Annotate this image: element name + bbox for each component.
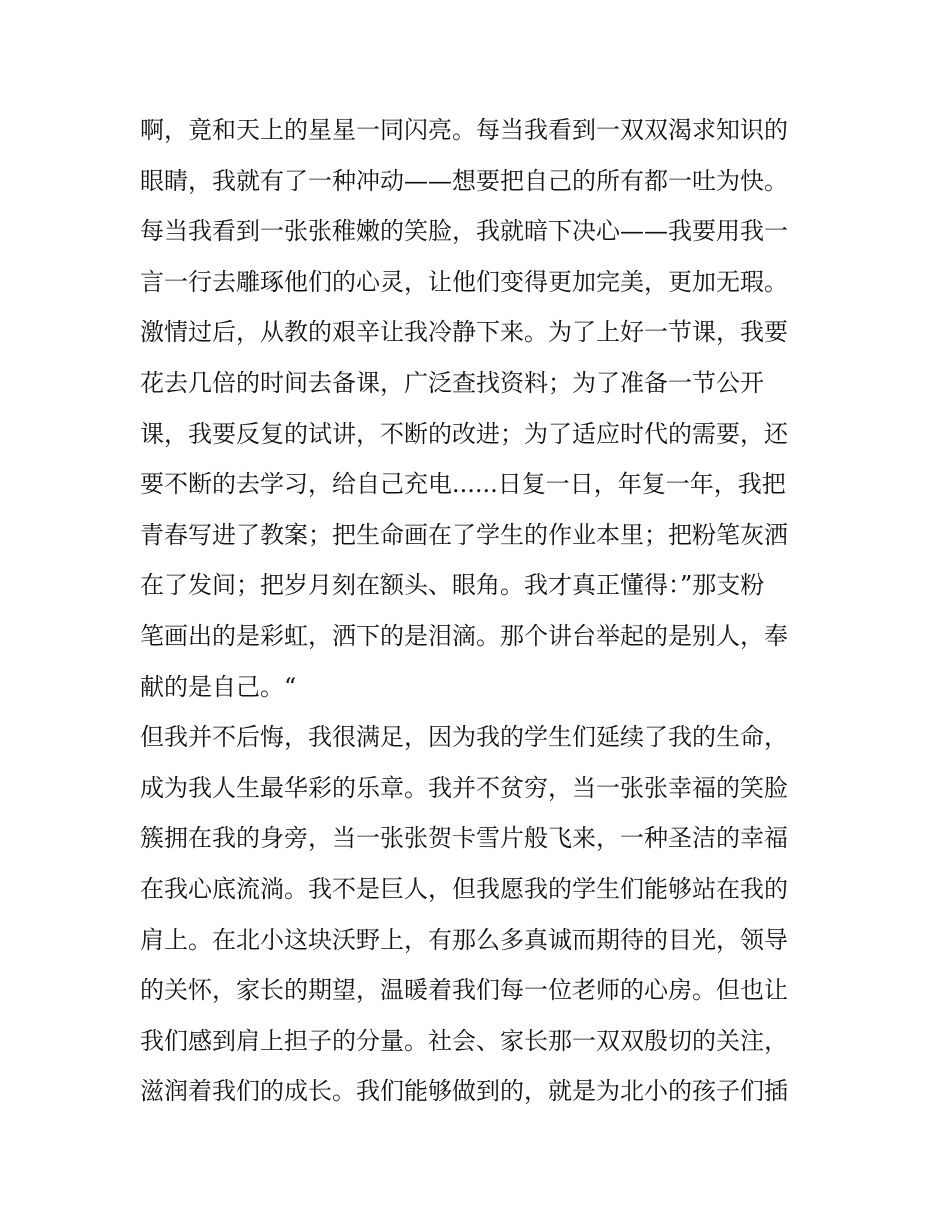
text-line: 但我并不后悔，我很满足，因为我的学生们延续了我的生命， bbox=[140, 723, 788, 752]
text-line: 献的是自己。“ bbox=[140, 672, 297, 701]
text-line: 青春写进了教案；把生命画在了学生的作业本里；把粉笔灰洒 bbox=[140, 520, 788, 549]
text-line: 激情过后，从教的艰辛让我冷静下来。为了上好一节课，我要 bbox=[140, 318, 788, 347]
text-line: 成为我人生最华彩的乐章。我并不贫穷，当一张张幸福的笑脸 bbox=[140, 773, 788, 802]
text-line: 簇拥在我的身旁，当一张张贺卡雪片般飞来，一种圣洁的幸福 bbox=[140, 824, 788, 853]
text-line: 啊，竟和天上的星星一同闪亮。每当我看到一双双渴求知识的 bbox=[140, 116, 788, 144]
text-line: 的关怀，家长的期望，温暖着我们每一位老师的心房。但也让 bbox=[140, 976, 788, 1005]
text-line: 在我心底流淌。我不是巨人，但我愿我的学生们能够站在我的 bbox=[140, 874, 788, 903]
text-line: 每当我看到一张张稚嫩的笑脸，我就暗下决心——我要用我一 bbox=[140, 217, 788, 246]
text-line: 滋润着我们的成长。我们能够做到的，就是为北小的孩子们插 bbox=[140, 1077, 788, 1106]
text-line: 肩上。在北小这块沃野上，有那么多真诚而期待的目光，领导 bbox=[140, 925, 788, 954]
body-text bbox=[140, 105, 820, 1117]
text-line: 笔画出的是彩虹，洒下的是泪滴。那个讲台举起的是别人，奉 bbox=[140, 621, 788, 650]
text-line: 我们感到肩上担子的分量。社会、家长那一双双殷切的关注， bbox=[140, 1026, 788, 1055]
text-line: 花去几倍的时间去备课，广泛查找资料；为了准备一节公开 bbox=[140, 368, 764, 397]
text-line: 课，我要反复的试讲，不断的改进；为了适应时代的需要，还 bbox=[140, 419, 788, 448]
text-line: 言一行去雕琢他们的心灵，让他们变得更加完美，更加无瑕。 bbox=[140, 267, 788, 296]
text-line: 要不断的去学习，给自己充电......日复一日，年复一年，我把 bbox=[140, 470, 786, 499]
text-line: 眼睛，我就有了一种冲动——想要把自己的所有都一吐为快。 bbox=[140, 166, 788, 195]
text-line: 在了发间；把岁月刻在额头、眼角。我才真正懂得：”那支粉 bbox=[140, 571, 765, 600]
